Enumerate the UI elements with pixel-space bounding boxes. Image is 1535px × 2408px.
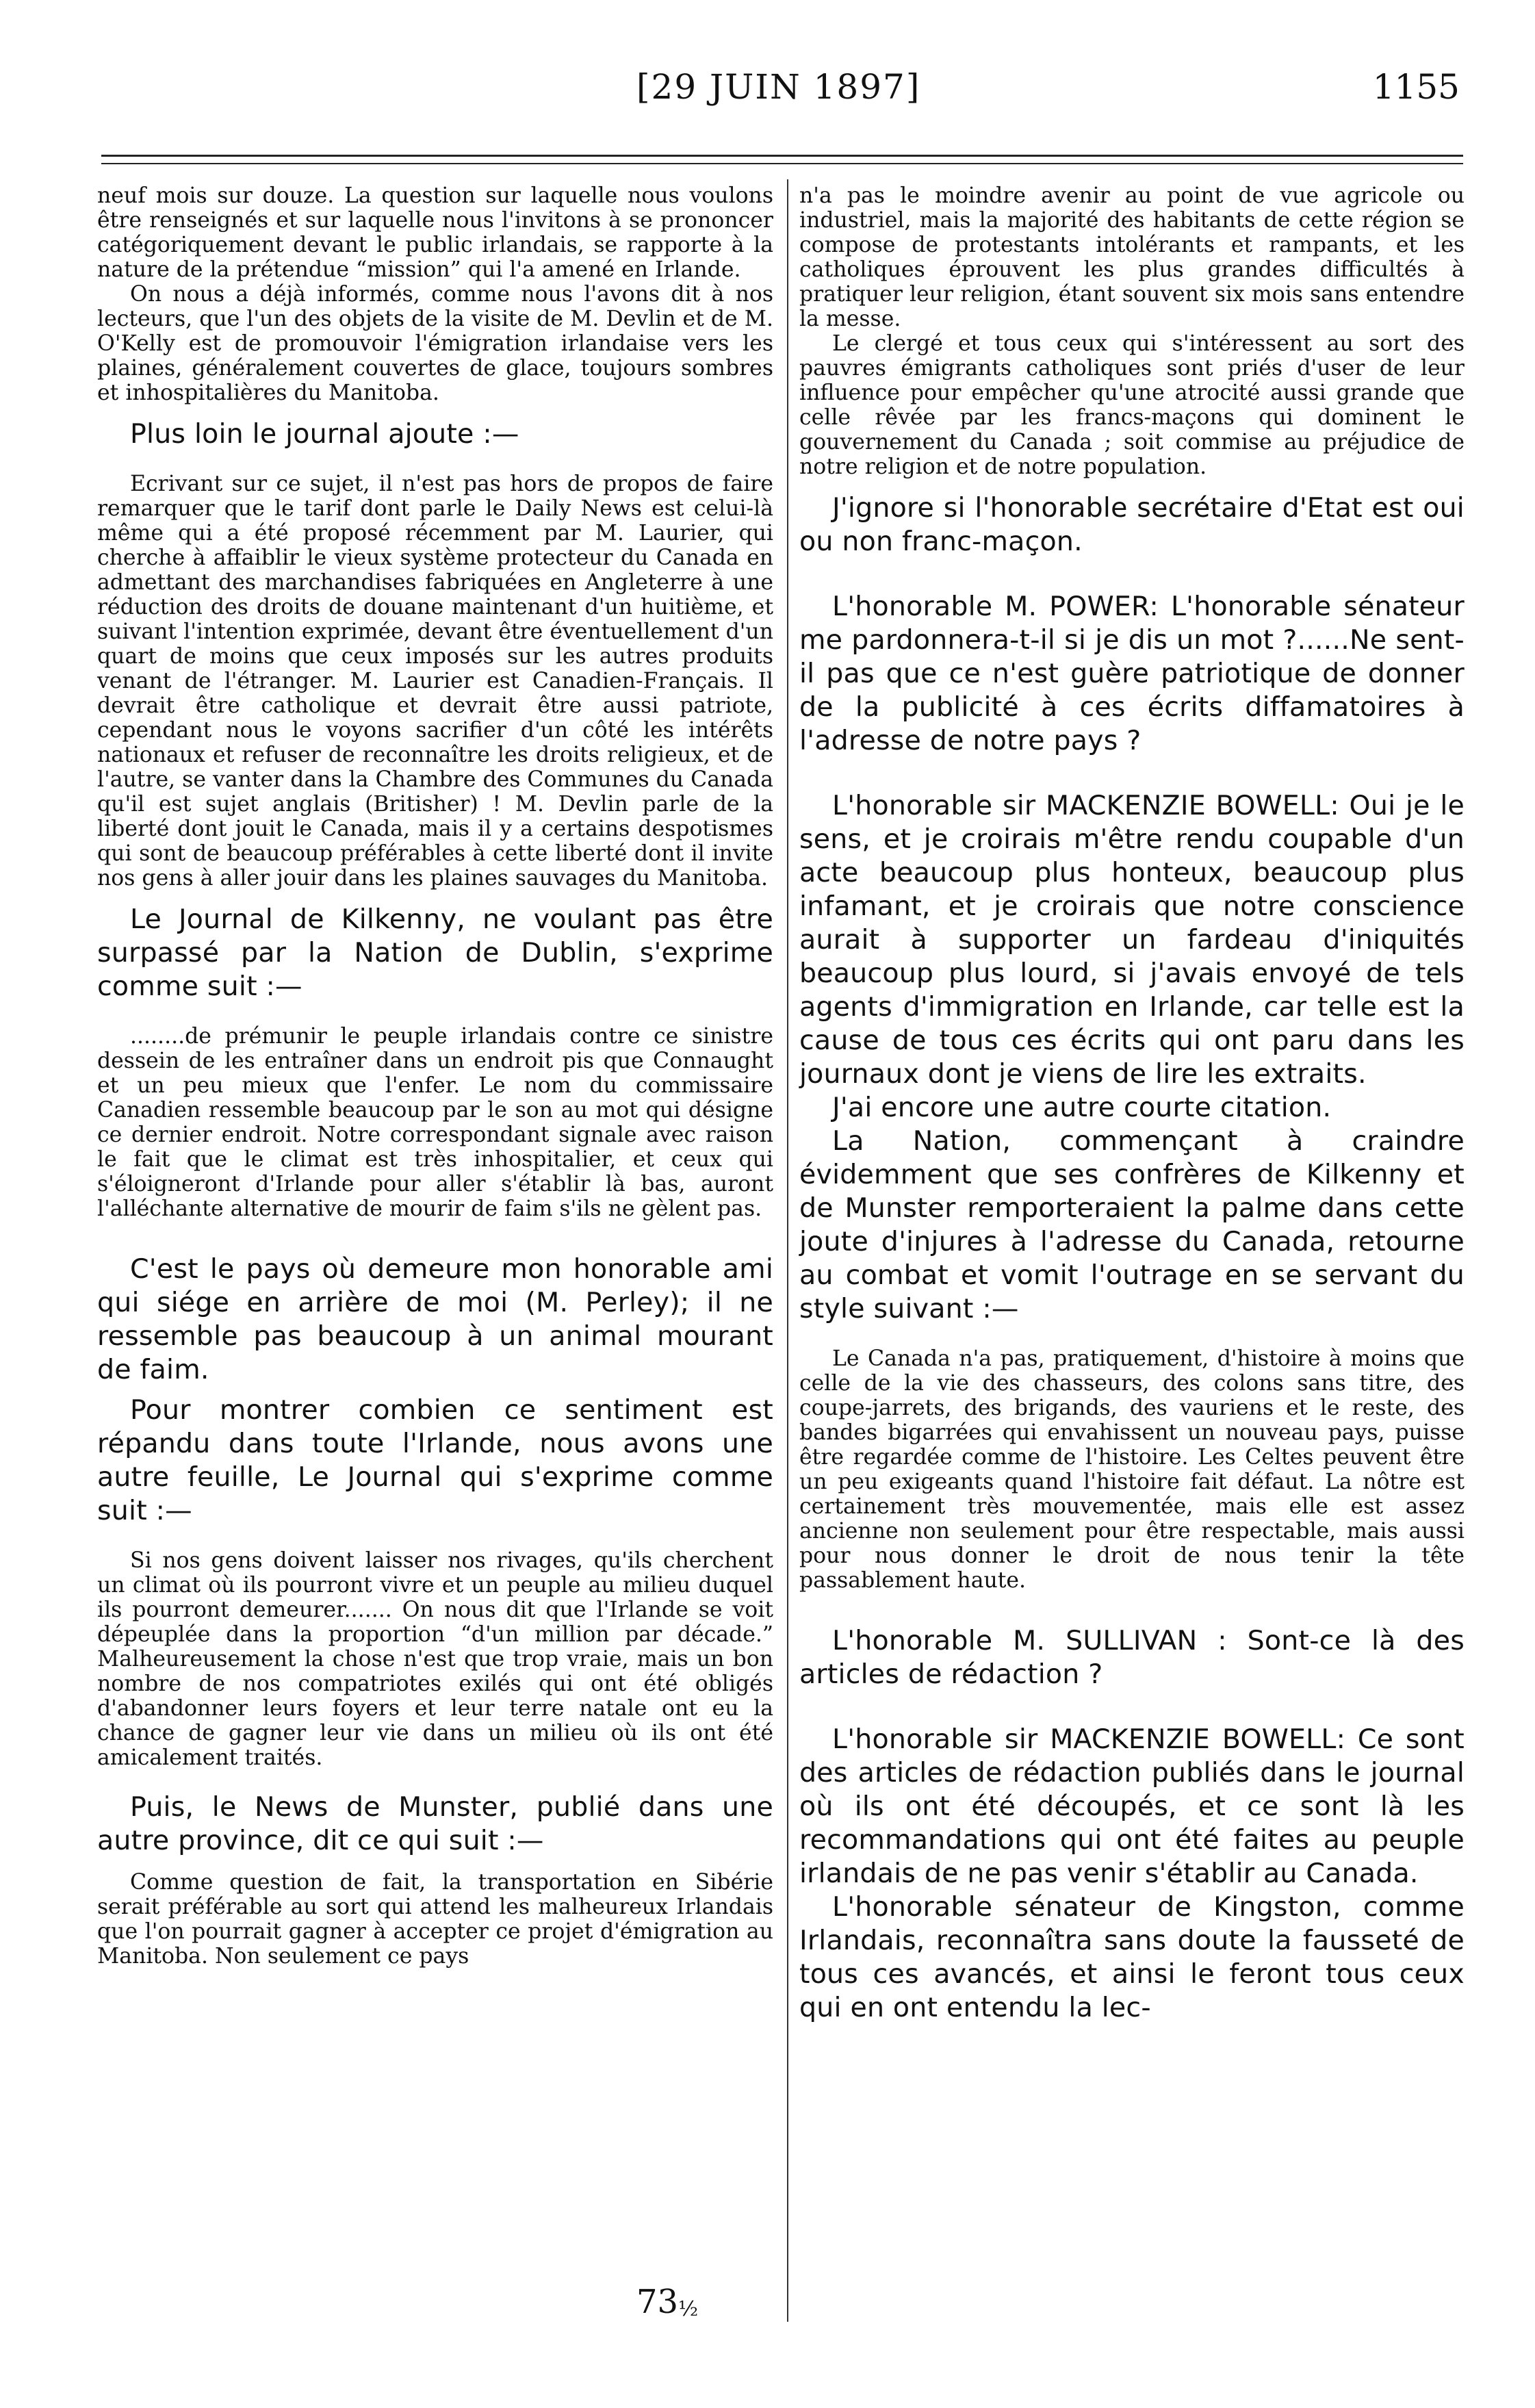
right-column-paragraph: L'honorable sir MACKENZIE BOWELL: Oui je le sens, et je croirais m'être rendu coupable d'un acte beaucoup plus honteux, beaucoup plus infamant, et je croirais que notre conscience aurait à supporter un fardeau d'iniquités beaucoup plus lourd, si j'avais envoyé de tels agents d'immigration en Irlande, car telle est la cause de tous ces écrits qui ont paru dans les journaux dont je viens de lire les extraits. bbox=[799, 790, 1465, 1090]
right-column-paragraph: J'ignore si l'honorable secrétaire d'Etat est oui ou non franc-maçon. bbox=[799, 492, 1465, 557]
header-rule-top bbox=[101, 155, 1463, 157]
left-column-paragraph: Pour montrer combien ce sentiment est répandu dans toute l'Irlande, nous avons une autre feuille, Le Journal qui s'exprime comme suit :— bbox=[97, 1394, 773, 1526]
right-column-paragraph: Le clergé et tous ceux qui s'intéressent au sort des pauvres émigrants catholiques sont priés d'user de leur influence pour empêcher qu'une atrocité aussi grande que celle rêvée par les francs-maçons qui dominent le gouvernement du Canada ; soit commise au préjudice de notre religion et de notre population. bbox=[799, 331, 1465, 479]
right-column bbox=[799, 183, 1465, 2025]
header-rule-bottom bbox=[101, 163, 1463, 164]
header-page-number: 1155 bbox=[1372, 67, 1460, 107]
page-header bbox=[0, 67, 1535, 122]
header-date: [29 JUIN 1897] bbox=[636, 67, 921, 107]
left-column-paragraph: C'est le pays où demeure mon honorable ami qui siége en arrière de moi (M. Perley); il ne ressemble pas beaucoup à un animal mourant de faim. bbox=[97, 1253, 773, 1385]
left-column-paragraph: Comme question de fait, la transportation en Sibérie serait préférable au sort qui attend les malheureux Irlandais que l'on pourrait gagner à accepter ce projet d'émigration au Manitoba. Non seulement ce pays bbox=[97, 1870, 773, 1969]
signature-number: 73 bbox=[636, 2283, 679, 2321]
right-column-paragraph: La Nation, commençant à craindre évidemment que ses confrères de Kilkenny et de Munster remporteraient la palme dans cette joute d'injures à l'adresse du Canada, retourne au combat et vomit l'outrage en se servant du style suivant :— bbox=[799, 1125, 1465, 1324]
right-column-paragraph: J'ai encore une autre courte citation. bbox=[832, 1092, 1332, 1123]
left-column-paragraph: Ecrivant sur ce sujet, il n'est pas hors de propos de faire remarquer que le tarif dont parle le Daily News est celui-là même qui a été proposé récemment par M. Laurier, qui cherche à affaiblir le vieux système protecteur du Canada en admettant des marchandises fabriquées en Angleterre à une réduction des droits de douane maintenant d'un huitième, et suivant l'intention exprimée, devant être éventuellement d'un quart de moins que ceux imposés sur les autres produits venant de l'étranger. M. Laurier est Canadien-Français. Il devrait être catholique et devrait être aussi patriote, cependant nous le voyons sacrifier d'un côté les intérêts nationaux et refuser de reconnaître les droits religieux, et de l'autre, se vanter dans la Chambre des Communes du Canada qu'il est sujet anglais (Britisher) ! M. Devlin parle de la liberté dont jouit le Canada, mais il y a certains despotismes qui sont de beaucoup préférables à cette liberté dont il invite nos gens à aller jouir dans les plaines sauvages du Manitoba. bbox=[97, 472, 773, 891]
left-column bbox=[97, 183, 773, 1969]
right-column-paragraph: L'honorable sénateur de Kingston, comme Irlandais, reconnaîtra sans doute la fausseté de tous ces avancés, et ainsi le feront tous ceux qui en ont entendu la lec- bbox=[799, 1891, 1465, 2023]
column-divider bbox=[787, 179, 788, 2322]
left-column-paragraph: Puis, le News de Munster, publié dans une autre province, dit ce qui suit :— bbox=[97, 1791, 773, 1856]
left-column-paragraph: Plus loin le journal ajoute :— bbox=[130, 418, 519, 450]
left-column-paragraph: Si nos gens doivent laisser nos rivages, qu'ils cherchent un climat où ils pourront vivre et un peuple au milieu duquel ils pourront demeurer....... On nous dit que l'Irlande se voit dépeuplée dans la proportion “d'un million par décade.” Malheureusement la chose n'est que trop vraie, mais un bon nombre de nos compatriotes exilés qui ont été obligés d'abandonner leurs foyers et leur terre natale ont eu la chance de gagner leur vie dans un milieu où ils ont été amicalement traités. bbox=[97, 1548, 773, 1770]
right-column-paragraph: L'honorable M. POWER: L'honorable sénateur me pardonnera-t-il si je dis un mot ?......Ne sent-il pas que ce n'est guère patriotique de donner de la publicité à ces écrits diffamatoires à l'adresse de notre pays ? bbox=[799, 591, 1465, 756]
signature-fraction: ½ bbox=[678, 2297, 699, 2321]
left-column-paragraph: Le Journal de Kilkenny, ne voulant pas être surpassé par la Nation de Dublin, s'exprime comme suit :— bbox=[97, 904, 773, 1002]
left-column-paragraph: On nous a déjà informés, comme nous l'avons dit à nos lecteurs, que l'un des objets de la visite de M. Devlin et de M. O'Kelly est de promouvoir l'émigration irlandaise vers les plaines, généralement couvertes de glace, toujours sombres et inhospitalières du Manitoba. bbox=[97, 282, 773, 405]
left-column-paragraph: ........de prémunir le peuple irlandais contre ce sinistre dessein de les entraîner dans un endroit pis que Connaught et un peu mieux que l'enfer. Le nom du commissaire Canadien ressemble beaucoup par le son au mot qui désigne ce dernier endroit. Notre correspondant signale avec raison le fait que le climat est très inhospitalier, et ceux qui s'éloigneront d'Irlande pour aller s'établir là bas, auront l'alléchante alternative de mourir de faim s'ils ne gèlent pas. bbox=[97, 1024, 773, 1221]
right-column-paragraph: n'a pas le moindre avenir au point de vue agricole ou industriel, mais la majorité des habitants de cette région se compose de protestants intolérants et rampants, et les catholiques éprouvent les plus grandes difficultés à pratiquer leur religion, étant souvent six mois sans entendre la messe. bbox=[799, 183, 1465, 331]
right-column-paragraph: L'honorable sir MACKENZIE BOWELL: Ce sont des articles de rédaction publiés dans le journal où ils ont été découpés, et ce sont là les recommandations qui ont été faites au peuple irlandais de ne pas venir s'établir au Canada. bbox=[799, 1724, 1465, 1889]
page-signature bbox=[636, 2283, 698, 2321]
left-column-paragraph: neuf mois sur douze. La question sur laquelle nous voulons être renseignés et sur laquelle nous l'invitons à se prononcer catégoriquement devant le public irlandais, se rapporte à la nature de la prétendue “mission” qui l'a amené en Irlande. bbox=[97, 183, 773, 282]
right-column-paragraph: Le Canada n'a pas, pratiquement, d'histoire à moins que celle de la vie des chasseurs, des colons sans titre, des coupe-jarrets, des brigands, des vauriens et le reste, des bandes bigarrées qui envahissent un nouveau pays, puisse être regardée comme de l'histoire. Les Celtes peuvent être un peu exigeants quand l'histoire fait défaut. La nôtre est certainement très mouvementée, mais elle est assez ancienne non seulement pour être respectable, mais aussi pour nous donner le droit de nous tenir la tête passablement haute. bbox=[799, 1346, 1465, 1593]
right-column-paragraph: L'honorable M. SULLIVAN : Sont-ce là des articles de rédaction ? bbox=[799, 1625, 1465, 1690]
